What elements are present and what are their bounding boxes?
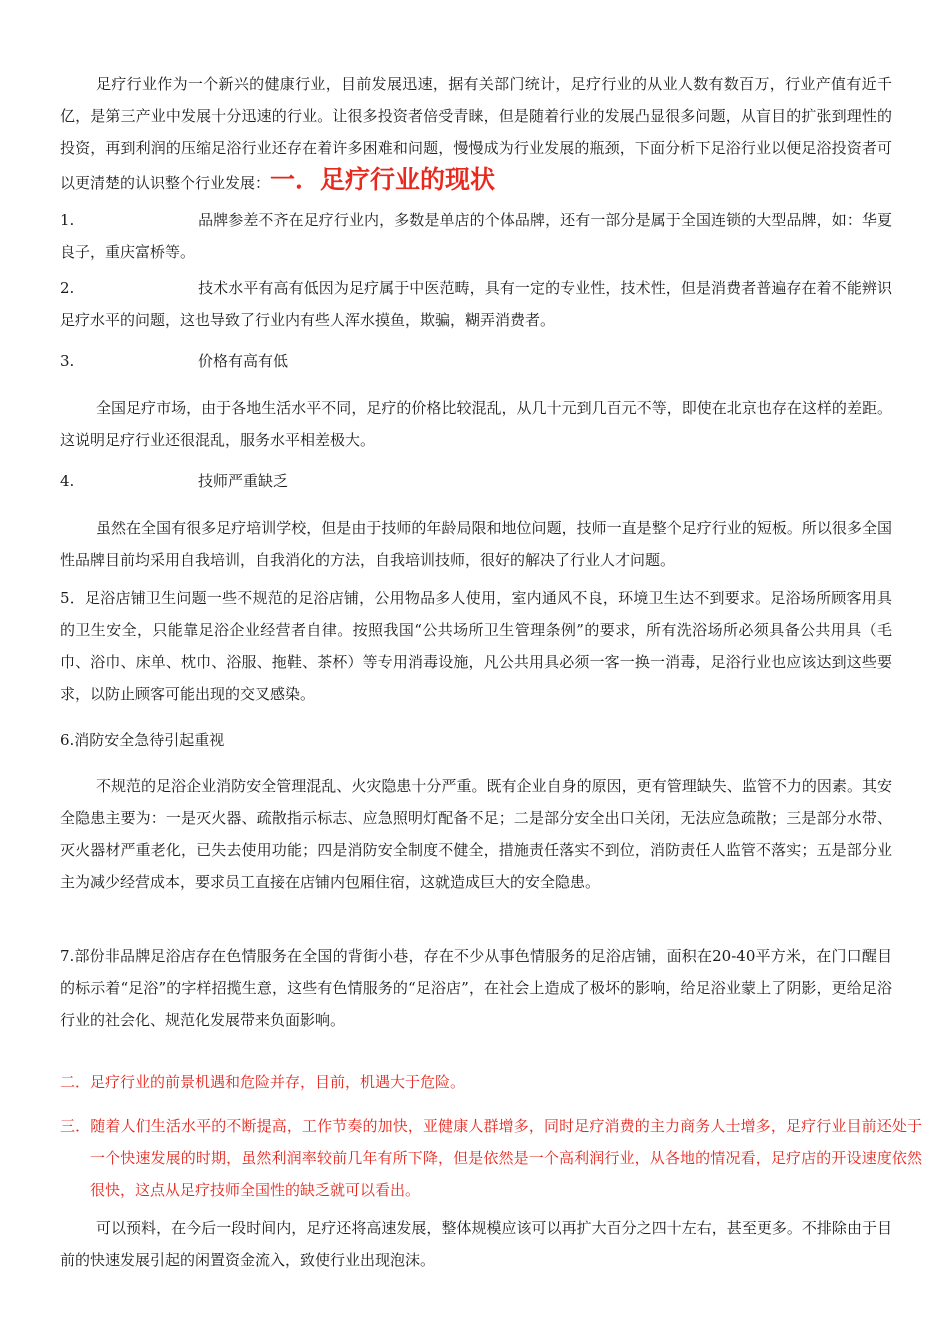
list-item-3 [60,345,892,377]
fire-safety-title: 6.消防安全急待引起重视 [60,731,225,749]
illegal-service-paragraph: 7.部份非品牌足浴店存在色情服务在全国的背街小巷，存在不少从事色情服务的足浴店铺，面积在20-40平方米，在门口醒目的标示着“足浴”的字样招揽生意，这些有色情服务的“足浴店”，在社会上造成了极坏的影响，给足浴业蒙上了阴影，更给足浴行业的社会化、规范化发展带来负面影响。 [60,947,892,1029]
list-item-1-text: 品牌参差不齐在足疗行业内，多数是单店的个体品牌，还有一部分是属于全国连锁的大型品牌，如：华夏良子，重庆富桥等。 [60,211,892,261]
fire-safety-paragraph: 不规范的足浴企业消防安全管理混乱、火灾隐患十分严重。既有企业自身的原因，更有管理缺失、监管不力的因素。其安全隐患主要为：一是灭火器、疏散指示标志、应急照明灯配备不足；二是部分安全出口关闭，无法应急疏散；三是部分水带、灭火器材严重老化，已失去使用功能；四是消防安全制度不健全，措施责任落实不到位，消防责任人监管不落实；五是部分业主为减少经营成本，要求员工直接在店铺内包厢住宿，这就造成巨大的安全隐患。 [60,777,892,891]
closing-paragraph: 可以预料，在今后一段时间内，足疗还将高速发展，整体规模应该可以再扩大百分之四十左右，甚至更多。不排除由于目前的快速发展引起的闲置资金流入，致使行业出现泡沫。 [60,1219,892,1269]
list-item-3-number: 3. [60,352,75,370]
list-item-2-number: 2. [60,279,75,297]
list-item-3-text: 价格有高有低 [198,352,289,370]
list-item-4-number: 4. [60,472,75,490]
list-item-2-text: 技术水平有高有低因为足疗属于中医范畴，具有一定的专业性，技术性，但是消费者普遍存在着不能辨识足疗水平的问题，这也导致了行业内有些人浑水摸鱼，欺骗，糊弄消费者。 [60,279,892,329]
section-3-paragraph: 三．随着人们生活水平的不断提高，工作节奏的加快，亚健康人群增多，同时足疗消费的主力商务人士增多，足疗行业目前还处于一个快速发展的时期，虽然利润率较前几年有所下降，但是依然是一个高利润行业，从各地的情况看，足疗店的开设速度依然很快，这点从足疗技师全国性的缺乏就可以看出。 [60,1117,922,1199]
list-item-4-text: 技师严重缺乏 [198,472,289,490]
price-paragraph: 全国足疗市场，由于各地生活水平不同，足疗的价格比较混乱，从几十元到几百元不等，即使在北京也存在这样的差距。这说明足疗行业还很混乱，服务水平相差极大。 [60,399,892,449]
hygiene-paragraph: 5．足浴店铺卫生问题一些不规范的足浴店铺，公用物品多人使用，室内通风不良，环境卫生达不到要求。足浴场所顾客用具的卫生安全，只能靠足浴企业经营者自律。按照我国“公共场所卫生管理条例”的要求，所有洗浴场所必须具备公共用具（毛巾、浴巾、床单、枕巾、浴服、拖鞋、茶杯）等专用消毒设施，凡公共用具必须一客一换一消毒，足浴行业也应该达到这些要求，以防止顾客可能出现的交叉感染。 [60,589,892,703]
section-1-heading: 一．足疗行业的现状 [270,165,496,194]
intro-text: 足疗行业作为一个新兴的健康行业，目前发展迅速，据有关部门统计，足疗行业的从业人数有数百万，行业产值有近千亿，是第三产业中发展十分迅速的行业。让很多投资者倍受青睐，但是随着行业的发展凸显很多问题，从盲目的扩张到理性的投资，再到利润的压缩足浴行业还存在着许多困难和问题，慢慢成为行业发展的瓶颈，下面分析下足浴行业以便足浴投资者可以更清楚的认识整个行业发展： [60,75,892,192]
list-item-1-number: 1. [60,211,75,229]
technician-paragraph: 虽然在全国有很多足疗培训学校，但是由于技师的年龄局限和地位问题，技师一直是整个足疗行业的短板。所以很多全国性品牌目前均采用自我培训，自我消化的方法，自我培训技师，很好的解决了行业人才问题。 [60,519,892,569]
list-item-2 [60,272,892,336]
list-item-1 [60,204,892,268]
intro-paragraph [60,68,892,199]
list-item-4 [60,465,892,497]
section-2-heading: 二．足疗行业的前景机遇和危险并存，目前，机遇大于危险。 [60,1073,466,1091]
